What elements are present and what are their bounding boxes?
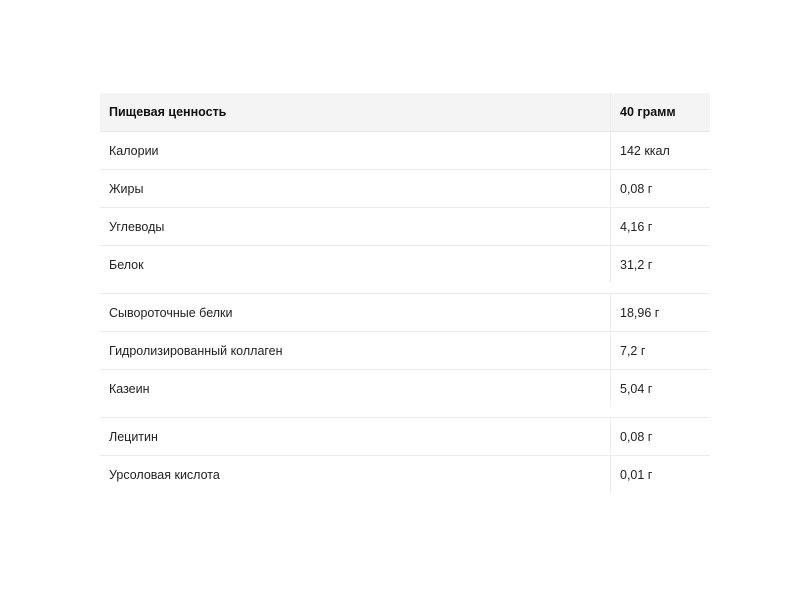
nutrient-value: 4,16 г bbox=[611, 208, 711, 246]
nutrient-value: 142 ккал bbox=[611, 132, 711, 170]
table-row bbox=[100, 418, 710, 456]
nutrition-group-proteins bbox=[100, 293, 710, 407]
nutrient-name: Лецитин bbox=[100, 418, 611, 456]
table-row bbox=[100, 170, 710, 208]
nutrient-name: Жиры bbox=[100, 170, 611, 208]
nutrient-value: 7,2 г bbox=[611, 332, 711, 370]
nutrient-name: Гидролизированный коллаген bbox=[100, 332, 611, 370]
group-spacer bbox=[100, 283, 700, 293]
nutrient-name: Сывороточные белки bbox=[100, 294, 611, 332]
nutrient-name: Углеводы bbox=[100, 208, 611, 246]
nutrient-value: 5,04 г bbox=[620, 381, 653, 396]
table-header-row bbox=[100, 93, 710, 132]
group-spacer bbox=[100, 407, 700, 417]
nutrient-value: 0,01 г bbox=[620, 467, 653, 482]
table-row bbox=[100, 132, 710, 170]
nutrient-value: 0,08 г bbox=[611, 418, 711, 456]
nutrient-value: 0,08 г bbox=[611, 170, 711, 208]
nutrient-value: 18,96 г bbox=[611, 294, 711, 332]
nutrient-name: Урсоловая кислота bbox=[100, 456, 611, 494]
table-row bbox=[100, 370, 710, 408]
header-nutrition-label: Пищевая ценность bbox=[100, 93, 611, 132]
table-row bbox=[100, 456, 710, 494]
nutrient-name: Калории bbox=[100, 132, 611, 170]
nutrient-name: Белок bbox=[100, 246, 611, 284]
header-serving-size: 40 грамм bbox=[611, 93, 711, 132]
nutrition-facts-table bbox=[100, 93, 700, 493]
table-row bbox=[100, 246, 710, 284]
nutrition-group-main bbox=[100, 93, 710, 283]
nutrient-value: 31,2 г bbox=[620, 257, 653, 272]
table-row bbox=[100, 332, 710, 370]
table-row bbox=[100, 294, 710, 332]
nutrient-name: Казеин bbox=[100, 370, 611, 408]
nutrition-group-other bbox=[100, 417, 710, 493]
table-row bbox=[100, 208, 710, 246]
